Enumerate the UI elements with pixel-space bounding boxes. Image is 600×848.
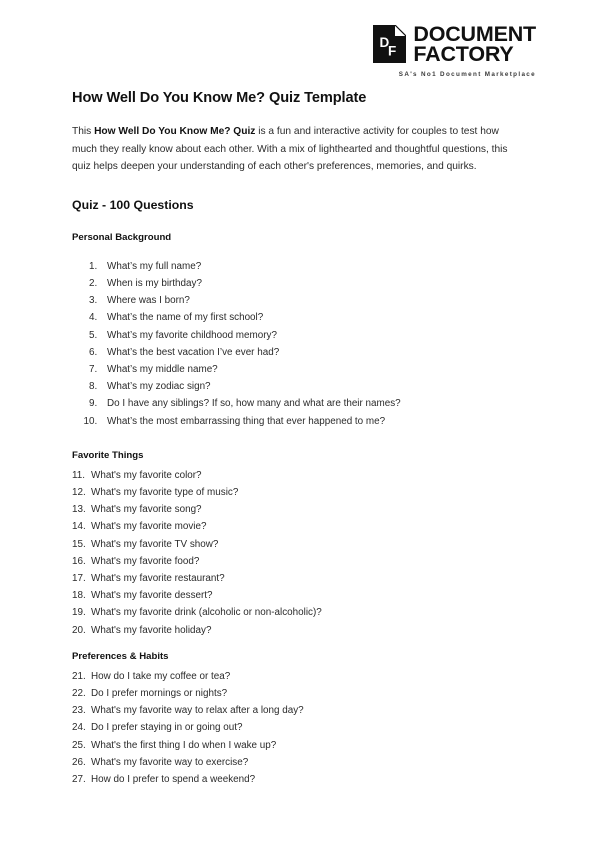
list-item xyxy=(72,518,509,535)
list-item-text: What's my favorite food? xyxy=(91,555,200,567)
intro-lead: This xyxy=(72,126,95,137)
list-item-text: Do I prefer mornings or nights? xyxy=(91,688,228,700)
list-item-number: 15. xyxy=(72,538,86,550)
list-item xyxy=(72,719,509,736)
list-item: 1. What’s my full name? xyxy=(100,258,509,275)
brand-logo-row xyxy=(373,22,536,67)
list-item-text: What's my favorite type of music? xyxy=(91,487,239,499)
section-spacer xyxy=(72,639,509,651)
list-item xyxy=(72,484,509,501)
list-item-text: What's my favorite color? xyxy=(91,469,202,481)
list-item-number: 27. xyxy=(72,774,86,786)
list-item-number: 16. xyxy=(72,555,86,567)
page-title: How Well Do You Know Me? Quiz Template xyxy=(72,90,367,106)
list-item xyxy=(72,737,509,754)
brand-tagline: SA's No1 Document Marketplace xyxy=(398,71,536,79)
list-item xyxy=(72,553,509,570)
list-item xyxy=(72,668,509,685)
list-item-text: What's the first thing I do when I wake up? xyxy=(91,739,277,751)
list-item-text: What's my favorite TV show? xyxy=(91,538,219,550)
list-item-text: What's my favorite song? xyxy=(91,504,202,516)
intro-bold-phrase: How Well Do You Know Me? Quiz xyxy=(94,126,256,137)
brand-wordmark xyxy=(413,22,536,67)
list-item-number: 18. xyxy=(72,590,86,602)
section-heading-favorite-things: Favorite Things xyxy=(72,449,144,461)
list-item: 7. What’s my middle name? xyxy=(100,361,509,378)
list-item xyxy=(72,702,509,719)
section-spacer xyxy=(72,430,509,450)
question-list-favorite-things xyxy=(72,467,509,639)
intro-rest: is a fun and interactive activity for couples to test how much they really know about each other. With a mix of lighthearted and thoughtful questions, this quiz helps deepen your understanding of each other's preferences, memories, and quirks. xyxy=(72,126,508,173)
list-item-text: How do I take my coffee or tea? xyxy=(91,670,231,682)
list-item: 9. Do I have any siblings? If so, how many and what are their names? xyxy=(100,395,509,412)
list-item: 6. What’s the best vacation I’ve ever had? xyxy=(100,344,509,361)
list-item-text: How do I prefer to spend a weekend? xyxy=(91,774,256,786)
svg-text:F: F xyxy=(388,43,397,59)
list-item: 4. What’s the name of my first school? xyxy=(100,309,509,326)
list-item xyxy=(72,570,509,587)
question-list-personal-background xyxy=(72,258,509,430)
list-item-number: 21. xyxy=(72,670,86,682)
section-heading-preferences-habits: Preferences & Habits xyxy=(72,650,169,662)
list-item: 10. What’s the most embarrassing thing that ever happened to me? xyxy=(100,413,509,430)
list-item xyxy=(72,536,509,553)
list-item-number: 24. xyxy=(72,722,86,734)
list-item xyxy=(72,501,509,518)
quiz-heading: Quiz - 100 Questions xyxy=(72,197,194,212)
list-item-number: 14. xyxy=(72,521,86,533)
list-item-number: 23. xyxy=(72,705,86,717)
list-item xyxy=(72,587,509,604)
list-item xyxy=(72,754,509,771)
list-item-number: 17. xyxy=(72,573,86,585)
list-item xyxy=(72,604,509,621)
brand-logo xyxy=(373,24,536,78)
list-item-text: What's my favorite movie? xyxy=(91,521,207,533)
list-item-text: What's my favorite drink (alcoholic or non-alcoholic)? xyxy=(91,607,322,619)
list-item xyxy=(72,771,509,788)
list-item: 5. What’s my favorite childhood memory? xyxy=(100,327,509,344)
list-item: 8. What’s my zodiac sign? xyxy=(100,378,509,395)
list-item-text: Do I prefer staying in or going out? xyxy=(91,722,243,734)
list-item: 2. When is my birthday? xyxy=(100,275,509,292)
svg-text:D: D xyxy=(379,35,390,51)
list-item-number: 19. xyxy=(72,607,86,619)
list-item-number: 26. xyxy=(72,756,86,768)
list-item-number: 22. xyxy=(72,688,86,700)
list-item-number: 12. xyxy=(72,487,86,499)
list-item xyxy=(72,685,509,702)
list-item-number: 11. xyxy=(72,469,85,481)
list-item-text: What's my favorite way to exercise? xyxy=(91,756,249,768)
list-item-text: What's my favorite dessert? xyxy=(91,590,213,602)
list-item xyxy=(72,622,509,639)
list-item xyxy=(72,467,509,484)
list-item-number: 13. xyxy=(72,504,86,516)
list-item: 3. Where was I born? xyxy=(100,292,509,309)
list-item-text: What's my favorite restaurant? xyxy=(91,573,225,585)
section-heading-personal-background: Personal Background xyxy=(72,231,172,243)
list-item-number: 25. xyxy=(72,739,86,751)
document-body xyxy=(72,90,509,788)
brand-name-line-1: DOCUMENT xyxy=(413,22,536,46)
question-list-preferences-habits xyxy=(72,668,509,788)
list-item-number: 20. xyxy=(72,624,86,636)
document-page-icon xyxy=(373,25,406,63)
intro-paragraph xyxy=(72,123,509,176)
list-item-text: What's my favorite holiday? xyxy=(91,624,212,636)
list-item-text: What's my favorite way to relax after a long day? xyxy=(91,705,304,717)
brand-name-line-2: FACTORY xyxy=(413,42,514,67)
